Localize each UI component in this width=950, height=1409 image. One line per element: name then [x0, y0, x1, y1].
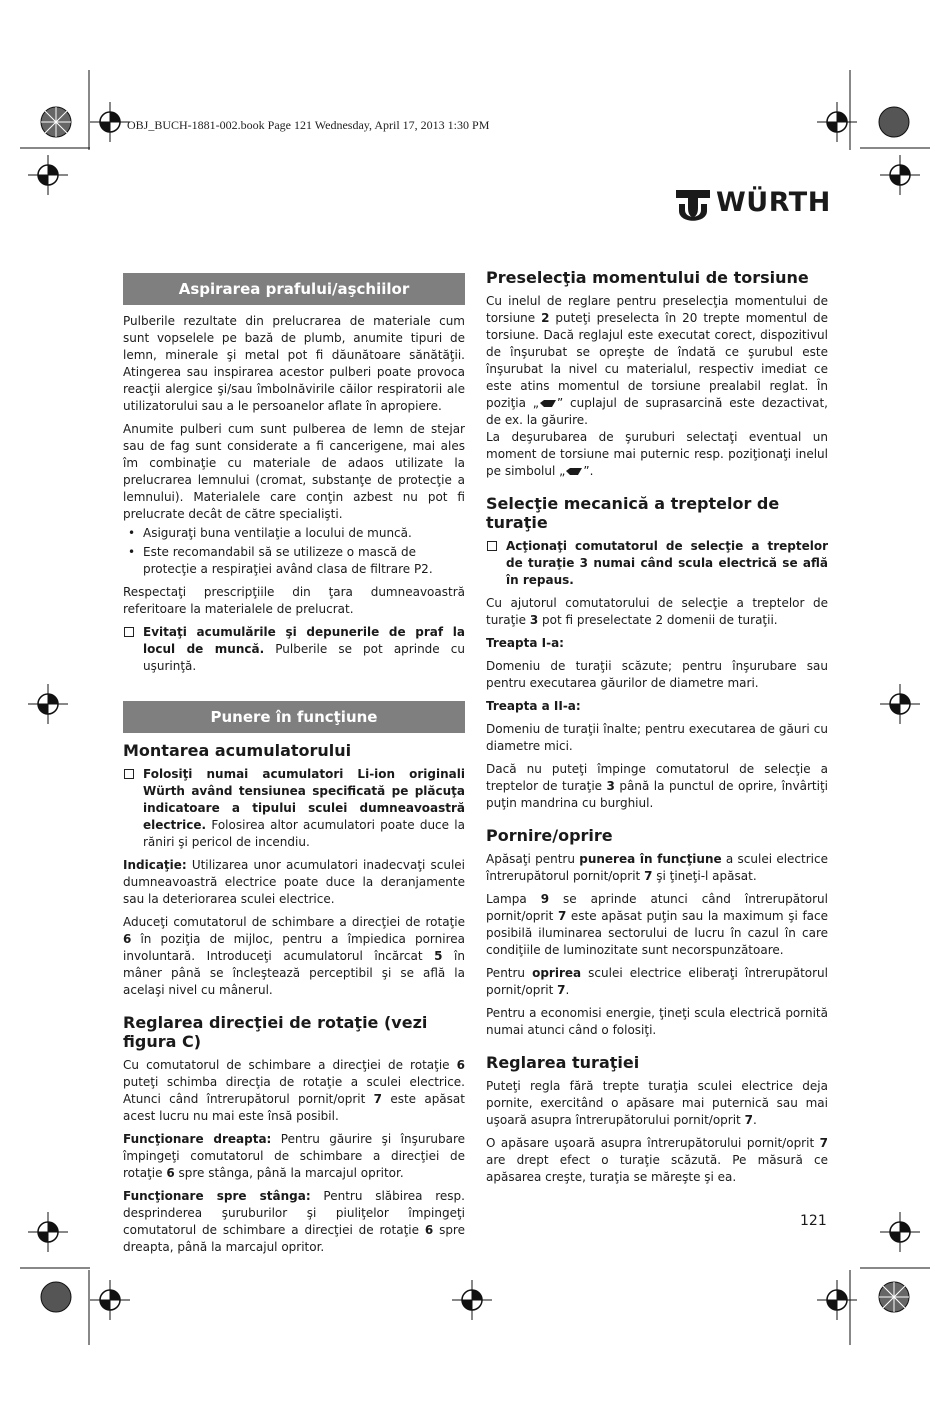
drill-symbol-icon [539, 399, 557, 408]
heading-rotation-direction: Reglarea direcţiei de rotaţie (vezi figura C) [123, 1013, 428, 1051]
drill-symbol-icon [565, 467, 583, 476]
heading-on-off: Pornire/oprire [486, 826, 613, 845]
paragraph: Puteţi regla fără trepte turaţia sculei electrice deja pornite, exercitând o apăsare mai puternică sau mai uşoară asupra întrerupătorului pornit/oprit 7. [486, 1079, 828, 1127]
paragraph: Lampa 9 se aprinde atunci când întrerupătorul pornit/oprit 7 este apăsat puţin sau la maximum şi face posibilă iluminarea sectorului de lucru în cazul în care condiţiile de luminozitate sunt necorspunzătoare. [486, 892, 829, 957]
paragraph: Domeniu de turaţii scăzute; pentru înşurubare sau pentru executarea găurilor de diametre mari. [486, 659, 828, 690]
paragraph: Respectaţi prescripţiile din ţara dumneavoastră referitoare la materialele de prelucrat. [123, 585, 465, 616]
crop-mark-icon [877, 105, 911, 139]
right-column [486, 268, 828, 1192]
registration-mark-icon [28, 1212, 68, 1252]
paragraph: Anumite pulberi cum sunt pulberea de lemn de stejar sau de fag sunt considerate a fi cancerigene, mai ales îm combinaţie cu materiale de adaos utilizate la prelucrarea lemnului (cromat, substanţe de protecţie a lemnului). Materialele care conţin azbest nu pot fi prelucrate decât de către specialişti. [123, 422, 465, 521]
paragraph: Funcţionare dreapta: Pentru găurire şi înşurubare împingeţi comutatorul de schimbare a direcţiei de rotaţie 6 spre stânga, până la marcajul opritor. [123, 1132, 465, 1180]
section-banner-dust: Aspirarea prafului/aşchiilor [123, 273, 465, 305]
paragraph: Funcţionare spre stânga: Pentru slăbirea resp. desprinderea şuruburilor şi piuliţelor împingeţi comutatorul de schimbare a direcţiei de rotaţie 6 spre dreapta, până la marcajul opritor. [123, 1189, 465, 1254]
paragraph: Cu ajutorul comutatorului de selecţie a treptelor de turaţie 3 pot fi preselectate 2 domenii de turaţii. [486, 596, 828, 627]
registration-mark-icon [817, 102, 857, 142]
subheading-gear-2: Treapta a II-a: [486, 699, 581, 713]
registration-mark-icon [880, 684, 920, 724]
paragraph: Cu inelul de reglare pentru preselecţia momentului de torsiune 2 puteţi preselecta în 20 trepte momentul de torsiune. Dacă reglajul este executat corect, dispozitivul de înşurubat se opreşte de îndată ce şurubul este înşurubat la nivel cu materialul, respectiv imediat ce este atins momentul de torsiune prealabil reglat. În poziţia „ ” cuplajul de suprasarcină este dezactivat, de ex. la găurire. [486, 294, 828, 427]
bullet-list [123, 525, 465, 578]
note-text: Utilizarea unor acumulatori inadecvaţi sculei dumneavoastră electrice poate duce la deranjamente sau la deteriorarea sculei electrice. [123, 858, 465, 906]
warning-item [123, 624, 465, 675]
paragraph: Aduceţi comutatorul de schimbare a direcţiei de rotaţie 6 în poziţia de mijloc, pentru a împiedica pornirea involuntară. Introduceţi acumulatorul încărcat 5 în mâner până se încleştează perceptibil şi se află la acelaşi nivel cu mânerul. [123, 915, 465, 997]
crop-mark-icon [39, 105, 73, 139]
note-label: Indicaţie: [123, 858, 187, 872]
warning-bold-text: Folosiţi numai acumulatori Li-ion originali Würth având tensiunea specificată pe plăcuţa indicatoare a tipului sculei dumneavoastră electrice. [143, 767, 465, 832]
registration-mark-icon [90, 1280, 130, 1320]
warning-item [123, 766, 465, 851]
crop-mark-icon [877, 1280, 911, 1314]
registration-mark-icon [90, 102, 130, 142]
paragraph: O apăsare uşoară asupra întrerupătorului pornit/oprit 7 are drept efect o turaţie scăzută. Pe măsură ce apăsarea creşte, turaţia se măreşte şi ea. [486, 1136, 828, 1184]
warning-item [486, 538, 828, 589]
warning-text: Folosirea altor acumulatori poate duce la răniri şi pericol de incendiu. [143, 818, 465, 849]
warning-bold-text: Acţionaţi comutatorul de selecţie a treptelor de turaţie 3 numai când scula electrică se află în repaus. [506, 539, 828, 587]
note-paragraph [123, 857, 465, 908]
paragraph: Pulberile rezultate din prelucrarea de materiale cum sunt vopselele pe bază de plumb, anumite tipuri de lemn, minerale şi metal pot fi dăunătoare sănătăţii. Atingerea sau inspirarea acestor pulberi poate provoca reacţii alergice şi/sau îmbolnăvirile căilor respiratorii ale utilizatorului sau a le persoanelor aflate în apropiere. [123, 314, 465, 413]
registration-mark-icon [880, 155, 920, 195]
registration-mark-icon [28, 684, 68, 724]
paragraph: Dacă nu puteţi împinge comutatorul de selecţie a treptelor de turaţie 3 până la punctul de oprire, învârtiţi puţin mandrina cu burghiul. [486, 762, 828, 810]
heading-battery-mount: Montarea acumulatorului [123, 741, 352, 760]
paragraph: Apăsaţi pentru punerea în funcţiune a sculei electrice întrerupătorul pornit/oprit 7 şi ţineţi-l apăsat. [486, 852, 828, 883]
crop-mark-icon [39, 1280, 73, 1314]
warning-text: Pulberile se pot aprinde cu uşurinţă. [143, 642, 465, 673]
registration-mark-icon [817, 1280, 857, 1320]
paragraph: La deşurubarea de şuruburi selectaţi eventual un moment de torsiune mai puternic resp. poziţionaţi inelul pe simbolul „ ”. [486, 430, 828, 478]
brand-logo [676, 187, 832, 222]
paragraph: Cu comutatorul de schimbare a direcţiei de rotaţie 6 puteţi schimba direcţia de rotaţie a sculei electrice. Atunci când întrerupătorul pornit/oprit 7 este apăsat acest lucru nu mai este însă posibil. [123, 1058, 465, 1123]
registration-mark-icon [452, 1280, 492, 1320]
registration-mark-icon [28, 155, 68, 195]
heading-speed-control: Reglarea turaţiei [486, 1053, 640, 1072]
heading-torque-preselection: Preselecţia momentului de torsiune [486, 268, 809, 287]
paragraph: Domeniu de turaţii înalte; pentru executarea de găuri cu diametre mici. [486, 722, 828, 753]
list-item: • Asiguraţi buna ventilaţie a locului de muncă. [123, 525, 465, 542]
section-banner-startup: Punere în funcţiune [123, 701, 465, 733]
heading-speed-selection: Selecţie mecanică a treptelor de turaţie [486, 494, 780, 532]
warning-square-icon [124, 627, 134, 637]
warning-square-icon [487, 541, 497, 551]
paragraph: Pentru oprirea sculei electrice eliberaţi întrerupătorul pornit/oprit 7. [486, 966, 828, 997]
list-item: • Este recomandabil să se utilizeze o mască de protecţie a respiraţiei având clasa de filtrare P2. [123, 544, 465, 578]
subheading-gear-1: Treapta I-a: [486, 636, 564, 650]
book-header-line: OBJ_BUCH-1881-002.book Page 121 Wednesday, April 17, 2013 1:30 PM [127, 118, 490, 132]
left-column [123, 273, 465, 1262]
registration-mark-icon [880, 1212, 920, 1252]
brand-name: WÜRTH [716, 187, 831, 218]
page-number: 121 [800, 1213, 827, 1229]
wurth-emblem-icon [676, 190, 710, 222]
paragraph: Pentru a economisi energie, ţineţi scula electrică pornită numai atunci când o folosiţi. [486, 1006, 828, 1037]
warning-bold-text: Evitaţi acumulările şi depunerile de praf la locul de muncă. [143, 625, 465, 656]
warning-square-icon [124, 769, 134, 779]
